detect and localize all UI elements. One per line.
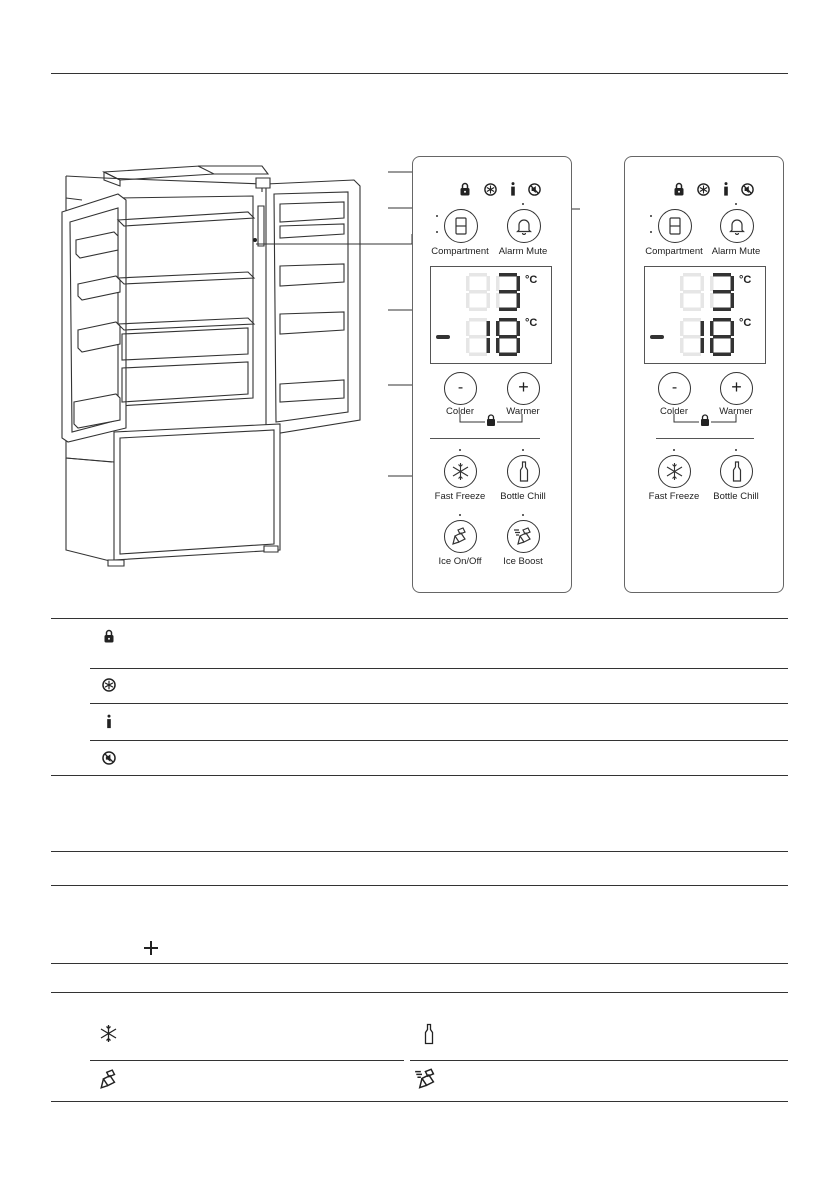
bottle-chill-indicator-dot (522, 449, 524, 451)
compartment-label: Compartment (645, 246, 703, 257)
warmer-button[interactable]: + (720, 372, 753, 405)
compartment-button[interactable] (444, 209, 478, 243)
freezer-temperature-digits (466, 318, 522, 356)
ice-boost-button[interactable] (507, 520, 540, 553)
ice-on-off-indicator-dot (459, 514, 461, 516)
table-rule (51, 775, 788, 776)
freezer-temperature-unit: °C (525, 317, 538, 329)
table-rule (51, 992, 788, 993)
alarm-mute-label: Alarm Mute (711, 246, 761, 257)
keylock-bracket (673, 414, 737, 428)
panel-divider (430, 438, 540, 439)
ice-cube-icon (100, 1069, 119, 1090)
fast-freeze-indicator-icon (484, 183, 497, 196)
ice-boost-icon (414, 1068, 438, 1090)
compartment-label: Compartment (431, 246, 489, 257)
fast-freeze-indicator-icon (697, 183, 710, 196)
snowflake-icon (99, 1024, 118, 1043)
fast-freeze-indicator-icon (102, 678, 116, 692)
compartment-indicator-dots (650, 215, 653, 235)
bell-icon (729, 217, 745, 235)
alarm-mute-icon (102, 751, 116, 765)
colder-label: Colder (660, 406, 688, 417)
fast-freeze-label: Fast Freeze (648, 491, 700, 502)
info-icon (510, 182, 516, 196)
bottle-icon (732, 461, 742, 482)
ice-cube-icon (452, 527, 469, 546)
table-rule (51, 1101, 788, 1102)
fridge-temperature-unit: °C (739, 274, 752, 286)
lock-icon (459, 182, 471, 196)
warmer-label: Warmer (719, 406, 753, 417)
compartment-icon (669, 217, 681, 235)
compartment-indicator-dots (436, 215, 439, 235)
table-rule (51, 885, 788, 886)
colder-button[interactable]: - (444, 372, 477, 405)
bottle-icon (424, 1022, 434, 1046)
alarm-mute-button[interactable] (720, 209, 754, 243)
ice-boost-indicator-dot (522, 514, 524, 516)
fast-freeze-button[interactable] (658, 455, 691, 488)
compartment-button[interactable] (658, 209, 692, 243)
bottle-chill-indicator-dot (735, 449, 737, 451)
alarm-mute-button[interactable] (507, 209, 541, 243)
top-rule (51, 73, 788, 74)
lock-icon (673, 182, 685, 196)
fridge-temperature-digits (680, 273, 736, 311)
freezer-temperature-unit: °C (739, 317, 752, 329)
bell-icon (516, 217, 532, 235)
ice-boost-label: Ice Boost (503, 556, 543, 567)
fast-freeze-indicator-dot (673, 449, 675, 451)
warmer-label: Warmer (506, 406, 540, 417)
table-row-divider (90, 1060, 404, 1061)
ice-boost-icon (513, 527, 534, 546)
keylock-bracket (459, 414, 523, 428)
control-panel-basic (624, 156, 784, 593)
alarm-mute-indicator-dot (735, 203, 737, 205)
alarm-mute-icon (741, 183, 754, 196)
fast-freeze-label: Fast Freeze (434, 491, 486, 502)
fridge-temperature-digits (466, 273, 522, 311)
fridge-temperature-unit: °C (525, 274, 538, 286)
table-rule (51, 963, 788, 964)
bottle-chill-button[interactable] (507, 455, 540, 488)
fast-freeze-indicator-dot (459, 449, 461, 451)
snowflake-icon (665, 462, 684, 481)
table-row-divider (410, 1060, 788, 1061)
ice-on-off-label: Ice On/Off (438, 556, 482, 567)
compartment-icon (455, 217, 467, 235)
table-row-divider (90, 740, 788, 741)
alarm-mute-icon (528, 183, 541, 196)
table-row-divider (90, 668, 788, 669)
lock-icon (103, 629, 115, 643)
table-rule (51, 851, 788, 852)
plus-icon (144, 941, 158, 955)
panel-divider (656, 438, 754, 439)
alarm-mute-indicator-dot (522, 203, 524, 205)
warmer-button[interactable]: + (507, 372, 540, 405)
bottle-chill-label: Bottle Chill (500, 491, 546, 502)
table-rule (51, 618, 788, 619)
bottle-chill-button[interactable] (720, 455, 753, 488)
bottle-icon (519, 461, 529, 482)
colder-label: Colder (446, 406, 474, 417)
info-icon (106, 714, 112, 729)
freezer-temperature-digits (680, 318, 736, 356)
alarm-mute-label: Alarm Mute (498, 246, 548, 257)
colder-button[interactable]: - (658, 372, 691, 405)
bottle-chill-label: Bottle Chill (713, 491, 759, 502)
info-icon (723, 182, 729, 196)
minus-sign (650, 335, 664, 339)
table-row-divider (90, 703, 788, 704)
ice-on-off-button[interactable] (444, 520, 477, 553)
minus-sign (436, 335, 450, 339)
snowflake-icon (451, 462, 470, 481)
fast-freeze-button[interactable] (444, 455, 477, 488)
